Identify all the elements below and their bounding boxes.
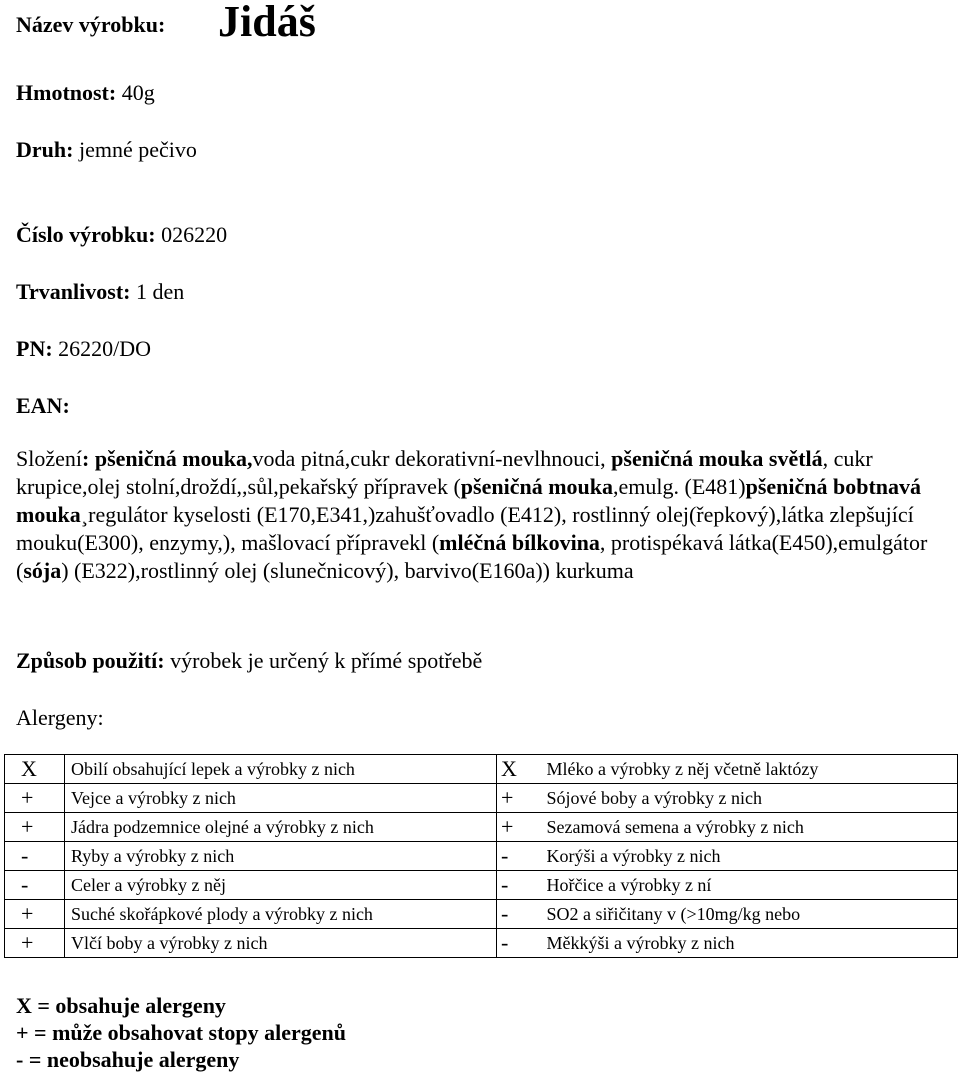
- allergen-mark: +: [5, 813, 65, 842]
- allergen-row: [5, 871, 958, 900]
- allergen-mark: -: [497, 871, 541, 900]
- allergen-emphasis: sója: [23, 558, 62, 583]
- allergen-name: SO2 a siřičitany v (>10mg/kg nebo: [541, 900, 958, 929]
- composition-fragment: , cukr krupice,olej stolní,droždí,,sůl,pekařský přípravek (: [16, 446, 873, 499]
- product-number-label: Číslo výrobku:: [16, 222, 156, 247]
- usage-value: výrobek je určený k přímé spotřebě: [170, 648, 483, 673]
- composition-parts: [16, 446, 927, 583]
- allergen-mark: -: [497, 929, 541, 958]
- type-value: jemné pečivo: [78, 137, 197, 162]
- allergen-name: Vlčí boby a výrobky z nich: [65, 929, 497, 958]
- composition-fragment: , protispékavá látka(E450),emulgátor (: [16, 530, 928, 583]
- allergen-emphasis: pšeničná mouka světlá: [611, 446, 823, 471]
- allergen-mark: +: [5, 900, 65, 929]
- allergen-row: [5, 813, 958, 842]
- allergen-name: Sezamová semena a výrobky z nich: [541, 813, 958, 842]
- product-number-value: 026220: [161, 222, 228, 247]
- weight-label: Hmotnost:: [16, 80, 117, 105]
- shelf-life-value: 1 den: [135, 279, 185, 304]
- usage-label: Způsob použití:: [16, 648, 165, 673]
- allergen-name: Korýši a výrobky z nich: [541, 842, 958, 871]
- composition-label: Složení: [16, 446, 82, 471]
- allergen-mark: +: [497, 784, 541, 813]
- allergen-emphasis: mléčná bílkovina: [439, 530, 600, 555]
- allergens-heading: Alergeny:: [16, 705, 104, 730]
- allergen-mark: X: [497, 755, 541, 784]
- pn-line: [16, 336, 151, 362]
- usage-line: [16, 648, 482, 674]
- type-line: [16, 137, 197, 163]
- legend-may-contain: + = může obsahovat stopy alergenů: [16, 1020, 347, 1045]
- allergen-name: Hořčice a výrobky z ní: [541, 871, 958, 900]
- composition-fragment: ¸regulátor kyselosti (E170,E341,)zahušťovadlo (E412), rostlinný olej(řepkový),látka zlepšující mouku(E300), enzymy,), mašlovací přípravekl (: [16, 502, 914, 555]
- allergen-emphasis: :: [82, 446, 90, 471]
- allergen-row: [5, 842, 958, 871]
- pn-label: PN:: [16, 336, 53, 361]
- allergen-mark: +: [5, 784, 65, 813]
- composition-fragment: voda pitná,cukr dekorativní-nevlhnouci,: [252, 446, 612, 471]
- allergen-mark: -: [497, 900, 541, 929]
- allergen-table: [4, 754, 958, 958]
- allergen-mark: -: [5, 842, 65, 871]
- allergen-name: Suché skořápkové plody a výrobky z nich: [65, 900, 497, 929]
- product-name: Jidáš: [218, 0, 316, 46]
- composition-text: [16, 445, 951, 585]
- allergen-name: Měkkýši a výrobky z nich: [541, 929, 958, 958]
- ean-label: EAN:: [16, 393, 70, 418]
- allergen-name: Mléko a výrobky z něj včetně laktózy: [541, 755, 958, 784]
- allergen-mark: X: [5, 755, 65, 784]
- allergen-row: [5, 900, 958, 929]
- allergen-table-body: [5, 755, 958, 958]
- pn-value: 26220/DO: [58, 336, 152, 361]
- shelf-life-line: [16, 279, 184, 305]
- allergen-name: Obilí obsahující lepek a výrobky z nich: [65, 755, 497, 784]
- legend-contains: X = obsahuje alergeny: [16, 993, 226, 1018]
- allergen-name: Ryby a výrobky z nich: [65, 842, 497, 871]
- allergen-mark: -: [5, 871, 65, 900]
- type-label: Druh:: [16, 137, 74, 162]
- allergen-row: [5, 784, 958, 813]
- weight-line: [16, 80, 155, 106]
- allergen-row: [5, 929, 958, 958]
- allergen-mark: +: [497, 813, 541, 842]
- allergen-emphasis: pšeničná mouka: [460, 474, 613, 499]
- allergen-name: Vejce a výrobky z nich: [65, 784, 497, 813]
- allergen-name: Sójové boby a výrobky z nich: [541, 784, 958, 813]
- weight-value: 40g: [121, 80, 155, 105]
- allergen-name: Jádra podzemnice olejné a výrobky z nich: [65, 813, 497, 842]
- composition-fragment: ,emulg. (E481): [613, 474, 746, 499]
- allergen-mark: -: [497, 842, 541, 871]
- ean-line: [16, 393, 70, 419]
- shelf-life-label: Trvanlivost:: [16, 279, 131, 304]
- allergen-mark: +: [5, 929, 65, 958]
- allergen-emphasis: pšeničná mouka,: [89, 446, 253, 471]
- composition-fragment: ) (E322),rostlinný olej (slunečnicový), barvivo(E160a)) kurkuma: [61, 558, 634, 583]
- legend-not-contain: - = neobsahuje alergeny: [16, 1047, 240, 1072]
- allergen-emphasis: pšeničná bobtnavá mouka: [16, 474, 922, 527]
- product-number-line: [16, 222, 227, 248]
- allergen-row: [5, 755, 958, 784]
- allergen-name: Celer a výrobky z něj: [65, 871, 497, 900]
- product-name-label: Název výrobku:: [16, 12, 166, 37]
